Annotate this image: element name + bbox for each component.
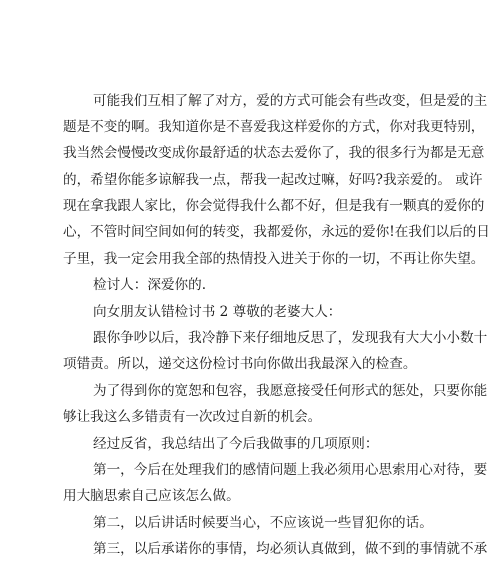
paragraph-line-11: 项错责。所以，递交这份检讨书向你做出我最深入的检查。 bbox=[63, 356, 417, 372]
paragraph-line-12: 为了得到你的宽恕和包容，我愿意接受任何形式的惩处，只要你能 bbox=[93, 383, 488, 399]
paragraph-line-6: 心，不管时间空间如何的转变，我都爱你，永远的爱你!在我们以后的日 bbox=[63, 224, 490, 240]
paragraph-line-1: 可能我们互相了解了对方，爱的方式可能会有些改变，但是爱的主 bbox=[93, 93, 488, 109]
paragraph-line-5: 现在拿我跟人家比，你会觉得我什么都不好，但是我有一颗真的爱你的 bbox=[63, 198, 485, 214]
paragraph-line-4: 的，希望你能多谅解我一点，帮我一起改过嘛，好吗?我亲爱的。 或许 bbox=[63, 172, 483, 188]
paragraph-line-18: 第三，以后承诺你的事情，均必须认真做到，做不到的事情就不承 bbox=[93, 541, 488, 557]
signature-line: 检讨人：深爱你的. bbox=[93, 277, 207, 293]
paragraph-line-2: 题是不变的啊。我知道你是不喜爱我这样爱你的方式，你对我更特别， bbox=[63, 119, 485, 135]
paragraph-line-7: 子里，我一定会用我全部的热情投入进关于你的一切，不再让你失望。 bbox=[63, 251, 485, 267]
paragraph-line-16: 用大脑思索自己应该怎么做。 bbox=[63, 488, 240, 504]
paragraph-line-3: 我当然会慢慢改变成你最舒适的状态去爱你了，我的很多行为都是无意 bbox=[63, 145, 485, 161]
paragraph-line-15: 第一，今后在处理我们的感情问题上我必须用心思索用心对待，要 bbox=[93, 462, 488, 478]
paragraph-line-17: 第二，以后讲话时候要当心，不应该说一些冒犯你的话。 bbox=[93, 515, 433, 531]
paragraph-line-14: 经过反省，我总结出了今后我做事的几项原则： bbox=[93, 436, 379, 452]
paragraph-line-10: 跟你争吵以后，我冷静下来仔细地反思了，发现我有大大小小数十 bbox=[93, 330, 488, 346]
paragraph-line-13: 够让我这么多错责有一次改过自新的机会。 bbox=[63, 409, 322, 425]
heading-line: 向女朋友认错检讨书 2 尊敬的老婆大人： bbox=[93, 304, 342, 320]
